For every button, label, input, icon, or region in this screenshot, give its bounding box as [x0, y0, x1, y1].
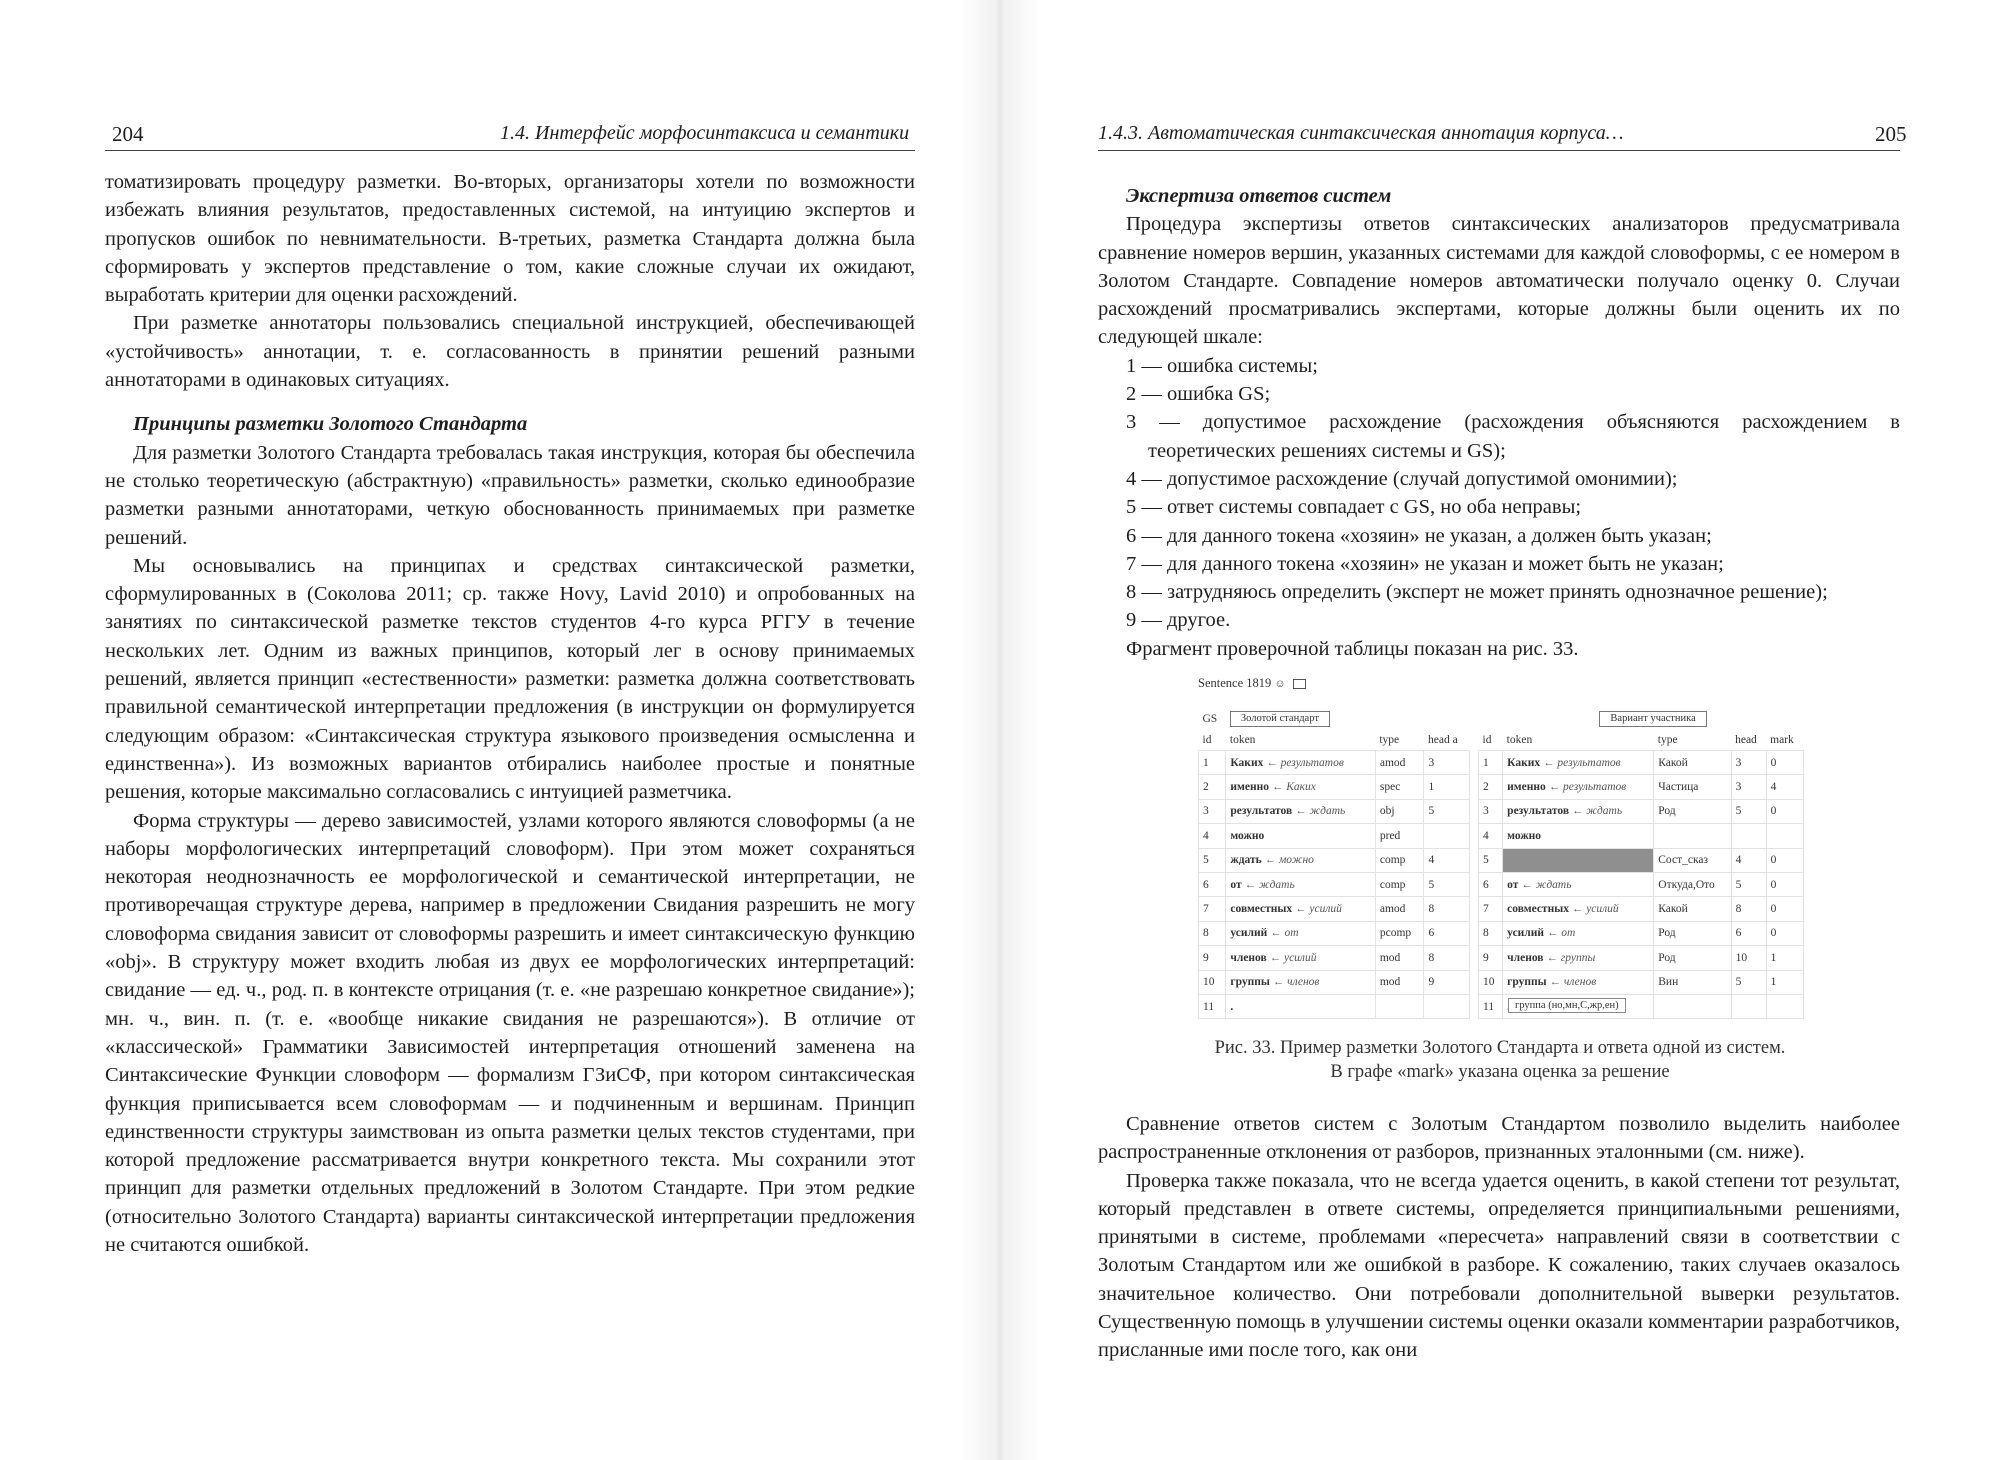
- gs-token: .: [1230, 1000, 1234, 1013]
- gs-id-cell: 2: [1199, 775, 1226, 799]
- system-table-row[interactable]: [1479, 751, 1804, 775]
- system-head-cell: 3: [1731, 751, 1766, 775]
- gs-table: [1198, 708, 1470, 1019]
- system-column-header: token: [1506, 734, 1533, 746]
- gs-table-row[interactable]: [1199, 946, 1470, 970]
- gs-token-cell: [1226, 799, 1375, 823]
- system-token-cell: [1503, 946, 1654, 970]
- system-mark-cell: 0: [1766, 848, 1803, 872]
- gs-token: от: [1230, 878, 1242, 891]
- system-head-cell: [1731, 994, 1766, 1018]
- gs-table-row[interactable]: [1199, 799, 1470, 823]
- gs-token-cell: [1226, 946, 1375, 970]
- system-token-cell: [1503, 799, 1654, 823]
- gs-head-cell: 5: [1424, 872, 1470, 896]
- gs-token-cell: [1226, 970, 1375, 994]
- right-body-top: [1098, 182, 1900, 663]
- caption-line: Рис. 33. Пример разметки Золотого Стандарта и ответа одной из систем.: [1214, 1038, 1786, 1058]
- scale-item: 2 — ошибка GS;: [1126, 383, 1271, 406]
- gs-token-cell: [1226, 824, 1375, 848]
- left-page-number: 204: [112, 122, 144, 146]
- system-mark-cell: [1766, 824, 1803, 848]
- gs-head-cell: [1424, 994, 1470, 1018]
- token-tooltip: группа (но,мн,С,жр,ен): [1508, 998, 1626, 1013]
- system-head-token: ← группы: [1543, 951, 1596, 964]
- gs-type-cell: mod: [1375, 970, 1424, 994]
- gs-type-cell: amod: [1375, 897, 1424, 921]
- gs-head-token: ← усилий: [1266, 951, 1317, 964]
- scale-item: 8 — затрудняюсь определить (эксперт не может принять однозначное решение);: [1126, 581, 1828, 604]
- gs-id-cell: 7: [1199, 897, 1226, 921]
- left-section-heading: Принципы разметки Золотого Стандарта: [133, 413, 528, 436]
- gs-id-cell: 5: [1199, 848, 1226, 872]
- system-head-cell: 6: [1731, 921, 1766, 945]
- gs-id-cell: 8: [1199, 921, 1226, 945]
- gs-table-row[interactable]: [1199, 970, 1470, 994]
- system-mark-cell: 4: [1766, 775, 1803, 799]
- caption-line: В графе «mark» указана оценка за решение: [1330, 1062, 1670, 1082]
- system-id-cell: 1: [1479, 751, 1503, 775]
- gs-token-cell: [1226, 751, 1375, 775]
- window-icon: [1293, 679, 1306, 689]
- system-id-cell: 6: [1479, 872, 1503, 896]
- participant-variant-button[interactable]: Вариант участника: [1599, 711, 1706, 727]
- gs-head-cell: 9: [1424, 970, 1470, 994]
- system-type-cell: Какой: [1654, 897, 1731, 921]
- system-token: результатов: [1507, 805, 1570, 818]
- system-column-header: head: [1735, 734, 1757, 746]
- gs-token-cell: [1226, 775, 1375, 799]
- system-head-cell: [1731, 824, 1766, 848]
- gs-token: именно: [1230, 781, 1269, 794]
- gs-table-row[interactable]: [1199, 751, 1470, 775]
- left-page: [0, 0, 980, 1460]
- gs-type-cell: spec: [1375, 775, 1424, 799]
- system-token-cell: [1503, 824, 1654, 848]
- gs-column-header: id: [1202, 734, 1212, 746]
- gs-type-cell: pcomp: [1375, 921, 1424, 945]
- right-header-rule: [1098, 150, 1900, 151]
- system-token: совместных: [1507, 903, 1569, 916]
- system-head-token: ← результатов: [1545, 781, 1627, 794]
- system-type-cell: [1654, 994, 1731, 1018]
- system-column-header: mark: [1770, 734, 1794, 746]
- gold-standard-button[interactable]: Золотой стандарт: [1230, 711, 1330, 727]
- gs-token: ждать: [1230, 854, 1262, 867]
- gs-head-token: ← ждать: [1292, 805, 1346, 818]
- gs-table-row[interactable]: [1199, 824, 1470, 848]
- gs-head-cell: [1424, 824, 1470, 848]
- scale-item: 7 — для данного токена «хозяин» не указан и может быть не указан;: [1126, 552, 1724, 575]
- gs-head-token: ← результатов: [1263, 756, 1344, 769]
- system-token: Каких: [1507, 756, 1541, 769]
- gs-type-cell: pred: [1375, 824, 1424, 848]
- system-id-cell: 7: [1479, 897, 1503, 921]
- left-paragraph: Форма структуры — дерево зависимостей, узлами которого являются словоформы (а не наборы морфологических интерпретаций словоформ). При этом может сохраняться некоторая неоднозначность ее морфологической и семантической интерпретации, не противоречащая структуре дерева, например в предложении Свидания разрешить не могу словоформа свидания зависит от словоформы разрешить и имеет синтаксическую функцию «obj». В структуру может входить любая из двух ее морфологических интерпретаций: свидание — ед. ч., род. п. в контексте отрицания (т. е. «не разрешаю конкретное свидание»); мн. ч., вин. п. (т. е. «вообще никакие свидания не разрешаются»). В отличие от «классической» Грамматики Зависимостей интерпретация отношений заменена на Синтаксические Функции словоформ — формализм ГЗиСФ, при котором синтаксическая функция приписывается всем словоформам — и подчиненным и вершинам. Принцип единственности структуры заимствован из опыта разметки целых текстов студентами, при которой предложение рассматривается внутри конкретного текста. Мы сохранили этот принцип для разметки отдельных предложений в Золотом Стандарте. При этом редкие (относительно Золотого Стандарта) варианты синтаксической интерпретации предложения не считаются ошибкой.: [105, 809, 915, 1256]
- gs-head-cell: 5: [1424, 799, 1470, 823]
- right-section-heading: Экспертиза ответов систем: [1126, 185, 1392, 207]
- system-id-cell: 3: [1479, 799, 1503, 823]
- system-table-row[interactable]: [1479, 824, 1804, 848]
- gs-head-token: ← ждать: [1241, 878, 1295, 891]
- right-body-bottom: [1098, 1110, 1900, 1365]
- system-mark-cell: 0: [1766, 751, 1803, 775]
- gs-token: членов: [1230, 951, 1267, 964]
- scale-item: 1 — ошибка системы;: [1126, 354, 1318, 377]
- right-paragraph: Проверка также показала, что не всегда удается оценить, в какой степени тот результат, который представлен в ответе системы, определяется принципиальными решениями, принятыми в системе, проблемами «пересчета» направлений связи в соответствии с Золотым Стандартом или же ошибкой в разборе. К сожалению, таких случаев оказалось значительное количество. Они потребовали дополнительной выверки результатов. Существенную помощь в улучшении системы оценки оказали комментарии разработчиков, присланные ими после того, как они: [1098, 1169, 1900, 1362]
- system-token: усилий: [1507, 927, 1545, 940]
- left-paragraph: При разметке аннотаторы пользовались специальной инструкцией, обеспечивающей «устойчивость» аннотации, т. е. согласованность в принятии решений разными аннотаторами в одинаковых ситуациях.: [105, 312, 915, 392]
- gs-column-header: type: [1379, 734, 1400, 746]
- system-token-cell: [1503, 921, 1654, 945]
- gs-id-cell: 3: [1199, 799, 1226, 823]
- gs-token: группы: [1230, 976, 1270, 989]
- system-token: можно: [1507, 829, 1542, 842]
- scale-item: 6 — для данного токена «хозяин» не указан, а должен быть указан;: [1126, 524, 1712, 547]
- gs-head-token: ← усилий: [1292, 903, 1342, 916]
- system-table-row[interactable]: [1479, 775, 1804, 799]
- gs-token: результатов: [1230, 805, 1293, 818]
- system-id-cell: 11: [1479, 994, 1503, 1018]
- system-head-token: ← усилий: [1568, 903, 1619, 916]
- gs-table-row[interactable]: [1199, 775, 1470, 799]
- gs-type-cell: mod: [1375, 946, 1424, 970]
- system-mark-cell: 0: [1766, 799, 1803, 823]
- system-head-token: ← результатов: [1540, 756, 1621, 769]
- system-id-cell: 2: [1479, 775, 1503, 799]
- system-mark-cell: 1: [1766, 970, 1803, 994]
- system-token: группы: [1507, 976, 1547, 989]
- gs-head-token: ← членов: [1269, 976, 1320, 989]
- gs-id-cell: 10: [1199, 970, 1226, 994]
- right-page-number: 205: [1875, 122, 1907, 146]
- figure-33: [1198, 676, 1808, 1016]
- gs-head-cell: 4: [1424, 848, 1470, 872]
- system-token: от: [1507, 878, 1519, 891]
- system-head-cell: 5: [1731, 799, 1766, 823]
- system-token-cell: [1503, 872, 1654, 896]
- user-icon: ☺: [1274, 678, 1286, 690]
- gs-head-token: ← Каких: [1268, 781, 1316, 794]
- system-token: именно: [1507, 781, 1546, 794]
- left-paragraph: Мы основывались на принципах и средствах синтаксической разметки, сформулированных в (Соколова 2011; ср. также Hovy, Lavid 2010) и опробованных на занятиях по синтаксической разметке текстов студентов 4-го курса РГГУ в течение нескольких лет. Одним из важных принципов, который лег в основу принимаемых решений, является принцип «естественности» разметки: разметка должна соответствовать правильной семантической интерпретации предложения (в инструкции он формулируется следующим образом: «Синтаксическая структура языкового произведения осмысленна и единственна»). Из возможных вариантов отбирались наиболее простые и понятные решения, которые максимально согласовались с интуицией разметчика.: [105, 554, 915, 804]
- gs-table-row[interactable]: [1199, 897, 1470, 921]
- gs-token-cell: [1226, 897, 1375, 921]
- system-column-header: id: [1482, 734, 1492, 746]
- system-mark-cell: 0: [1766, 921, 1803, 945]
- gs-head-cell: 6: [1424, 921, 1470, 945]
- system-mark-cell: 1: [1766, 946, 1803, 970]
- gs-id-cell: 6: [1199, 872, 1226, 896]
- scale-item: 9 — другое.: [1126, 609, 1231, 632]
- system-token-cell: [1503, 751, 1654, 775]
- system-id-cell: 4: [1479, 824, 1503, 848]
- gs-head-cell: 8: [1424, 897, 1470, 921]
- system-token-cell: [1503, 897, 1654, 921]
- gs-table-row[interactable]: [1199, 921, 1470, 945]
- system-head-token: ← ждать: [1569, 805, 1623, 818]
- gs-token-cell: [1226, 872, 1375, 896]
- gs-id-cell: 4: [1199, 824, 1226, 848]
- system-table-row[interactable]: [1479, 970, 1804, 994]
- system-id-cell: 9: [1479, 946, 1503, 970]
- system-mark-cell: [1766, 994, 1803, 1018]
- gs-id-cell: 11: [1199, 994, 1226, 1018]
- gs-table-row[interactable]: [1199, 994, 1470, 1018]
- system-token-cell: [1503, 775, 1654, 799]
- system-type-cell: [1654, 824, 1731, 848]
- system-head-token: ← ждать: [1518, 878, 1572, 891]
- system-table-row[interactable]: [1479, 921, 1804, 945]
- system-head-cell: 5: [1731, 970, 1766, 994]
- gs-token-cell: [1226, 994, 1375, 1018]
- system-table-row[interactable]: [1479, 897, 1804, 921]
- gs-head-token: ← от: [1267, 927, 1299, 940]
- system-table-row[interactable]: [1479, 946, 1804, 970]
- gs-label: GS: [1202, 713, 1218, 725]
- gs-head-token: ← можно: [1261, 854, 1314, 867]
- system-type-cell: Откуда,Ото: [1654, 872, 1731, 896]
- right-paragraph: Фрагмент проверочной таблицы показан на рис. 33.: [1126, 637, 1579, 660]
- right-paragraph: Процедура экспертизы ответов синтаксических анализаторов предусматривала сравнение номеров вершин, указанных системами для каждой словоформы, с ее номером в Золотом Стандарте. Совпадение номеров автоматически получало оценку 0. Случаи расхождений просматривались экспертами, которые должны были оценить их по следующей шкале:: [1098, 213, 1900, 349]
- gs-token: усилий: [1230, 927, 1268, 940]
- system-head-cell: 5: [1731, 872, 1766, 896]
- system-type-cell: Вин: [1654, 970, 1731, 994]
- system-head-token: ← от: [1544, 927, 1576, 940]
- scale-item: 3 — допустимое расхождение (расхождения объясняются расхождением в теоретических решениях системы и GS);: [1126, 411, 1900, 462]
- gs-table-row[interactable]: [1199, 848, 1470, 872]
- figure-caption: [1000, 1036, 2000, 1084]
- sentence-label: Sentence 1819 ☺: [1198, 676, 1306, 691]
- gs-head-cell: 8: [1424, 946, 1470, 970]
- system-type-cell: Род: [1654, 921, 1731, 945]
- gs-token-cell: [1226, 921, 1375, 945]
- system-head-token: ← членов: [1546, 976, 1597, 989]
- gs-head-cell: 3: [1424, 751, 1470, 775]
- left-running-title: 1.4. Интерфейс морфосинтаксиса и семантики: [500, 122, 910, 144]
- system-type-cell: Сост_сказ: [1654, 848, 1731, 872]
- system-head-cell: 4: [1731, 848, 1766, 872]
- system-head-cell: 10: [1731, 946, 1766, 970]
- system-type-cell: Частица: [1654, 775, 1731, 799]
- right-running-title: 1.4.3. Автоматическая синтаксическая аннотация корпуса…: [1098, 122, 1624, 144]
- system-id-cell: 5: [1479, 848, 1503, 872]
- system-type-cell: Какой: [1654, 751, 1731, 775]
- left-paragraph: томатизировать процедуру разметки. Во-вторых, организаторы хотели по возможности избежать влияния результатов, предоставленных системой, на интуицию экспертов и пропусков ошибок по невнимательности. В-третьих, разметка Стандарта должна была сформировать у экспертов представление о том, какие сложные случаи их ожидают, выработать критерии для оценки расхождений.: [105, 171, 915, 307]
- system-head-cell: 8: [1731, 897, 1766, 921]
- gs-column-header: head a: [1427, 734, 1458, 746]
- gs-token-cell: [1226, 848, 1375, 872]
- system-type-cell: Род: [1654, 799, 1731, 823]
- gs-token: можно: [1230, 829, 1265, 842]
- system-token: членов: [1507, 951, 1544, 964]
- gs-head-cell: 1: [1424, 775, 1470, 799]
- gs-type-cell: comp: [1375, 848, 1424, 872]
- system-type-cell: Род: [1654, 946, 1731, 970]
- system-id-cell: 8: [1479, 921, 1503, 945]
- left-header-rule: [105, 150, 915, 151]
- gs-table-row[interactable]: [1199, 872, 1470, 896]
- system-mark-cell: 0: [1766, 872, 1803, 896]
- system-token-cell: [1503, 970, 1654, 994]
- system-table-row[interactable]: [1479, 848, 1804, 872]
- gs-type-cell: amod: [1375, 751, 1424, 775]
- system-table-row[interactable]: [1479, 799, 1804, 823]
- gs-type-cell: comp: [1375, 872, 1424, 896]
- right-paragraph: Сравнение ответов систем с Золотым Стандартом позволило выделить наиболее распространенные отклонения от разборов, признанных эталонными (см. ниже).: [1098, 1113, 1900, 1164]
- scale-item: 4 — допустимое расхождение (случай допустимой омонимии);: [1126, 467, 1678, 490]
- system-table-row[interactable]: [1479, 872, 1804, 896]
- left-body: [105, 168, 915, 1259]
- system-head-cell: 3: [1731, 775, 1766, 799]
- system-table: [1478, 708, 1804, 1019]
- system-column-header: type: [1657, 734, 1678, 746]
- gs-id-cell: 1: [1199, 751, 1226, 775]
- gs-token: Каких: [1230, 756, 1264, 769]
- gs-id-cell: 9: [1199, 946, 1226, 970]
- scale-item: 5 — ответ системы совпадает с GS, но оба неправы;: [1126, 496, 1582, 519]
- system-token-cell: [1503, 848, 1654, 872]
- gs-column-header: token: [1229, 734, 1256, 746]
- left-paragraph: Для разметки Золотого Стандарта требовалась такая инструкция, которая бы обеспечила не столько теоретическую (абстрактную) «правильность» разметки, сколько единообразие разметки разными аннотаторами, четкую обоснованность принимаемых при разметке решений.: [105, 441, 915, 549]
- gs-token: совместных: [1230, 903, 1293, 916]
- gs-type-cell: [1375, 994, 1424, 1018]
- system-mark-cell: 0: [1766, 897, 1803, 921]
- scale-list: [1098, 352, 1900, 635]
- gs-type-cell: obj: [1375, 799, 1424, 823]
- system-id-cell: 10: [1479, 970, 1503, 994]
